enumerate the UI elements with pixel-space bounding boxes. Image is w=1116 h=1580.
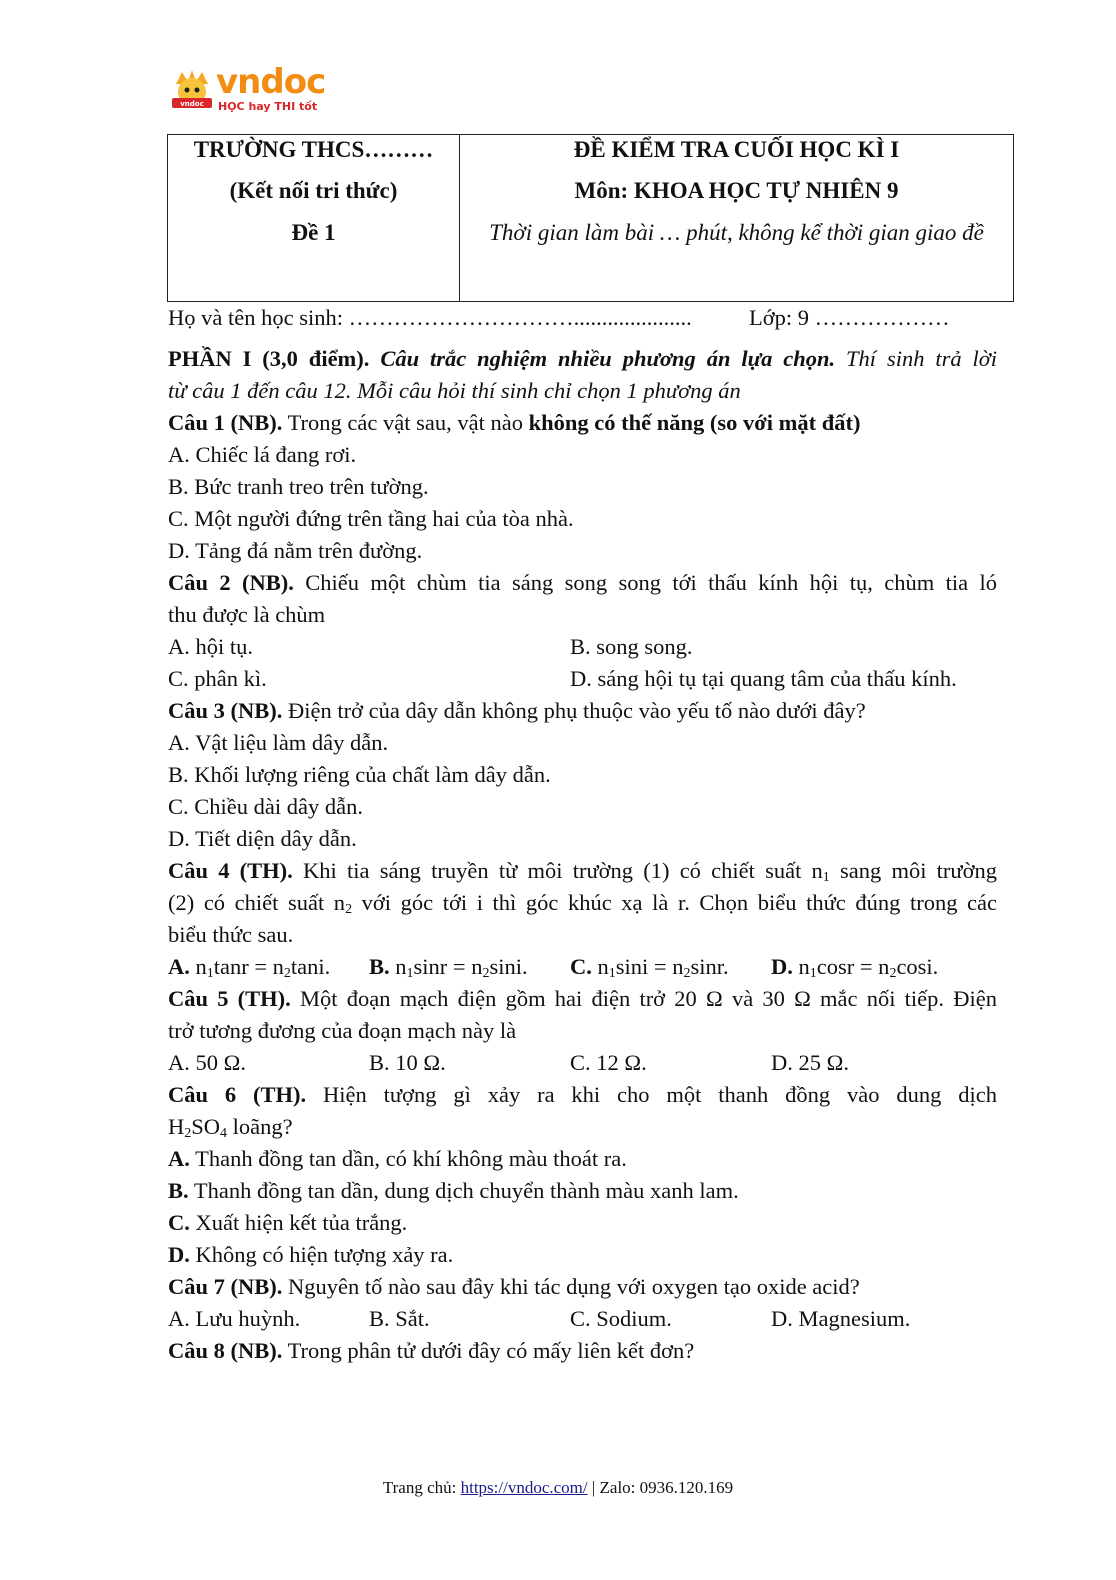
question-8 <box>168 1338 694 1364</box>
q2-text-1: Chiếu một chùm tia sáng song song tới thấu kính hội tụ, chùm tia ló <box>305 570 997 595</box>
q4-line-2 <box>168 890 997 918</box>
logo-slogan: HỌC hay THI tốt <box>218 100 318 113</box>
section1-instr-2: từ câu 1 đến câu 12. Mỗi câu hỏi thí sinh chỉ chọn 1 phương án <box>168 378 741 403</box>
q3-option-b: B. Khối lượng riêng của chất làm dây dẫn. <box>168 762 551 787</box>
q4-option-d: D. $n_1\cos r = n_2\cos i$. <box>771 954 939 981</box>
page-footer <box>0 1478 1116 1498</box>
q7-option-d: D. Magnesium. <box>771 1306 911 1331</box>
q4-option-b: B. $n_1\sin r = n_2\sin i$. <box>369 954 528 981</box>
q2-label: Câu 2 (NB). <box>168 570 294 595</box>
q4-text-5: biểu thức sau. <box>168 922 294 947</box>
q4-text-1: Khi tia sáng truyền từ môi trường (1) có chiết suất $n_1$ <box>303 858 830 885</box>
q1-option-a: A. Chiếc lá đang rơi. <box>168 442 357 467</box>
q6-option-a: A. Thanh đồng tan dần, có khí không màu thoát ra. <box>168 1146 627 1171</box>
q5-option-d: D. 25 Ω. <box>771 1050 849 1075</box>
book-series: (Kết nối tri thức) <box>229 178 398 203</box>
q3-option-a: A. Vật liệu làm dây dẫn. <box>168 730 389 755</box>
question-6 <box>168 1082 997 1108</box>
q2-option-a: A. hội tụ. <box>168 634 254 659</box>
school-name: TRƯỜNG THCS……… <box>193 137 434 162</box>
exam-subject: Môn: KHOA HỌC TỰ NHIÊN 9 <box>574 178 899 203</box>
student-name-field: Họ và tên học sinh: …………………………..................... <box>168 305 692 330</box>
footer-homepage-link[interactable]: https://vndoc.com/ <box>460 1478 588 1497</box>
logo-brand: vndoc <box>216 62 326 102</box>
exam-code: Đề 1 <box>291 220 336 245</box>
section1-header <box>168 346 997 372</box>
q6-text-1: Hiện tượng gì xảy ra khi cho một thanh đồng vào dung dịch <box>323 1082 997 1107</box>
q2-option-c: C. phân kì. <box>168 666 267 691</box>
q6-option-b: B. Thanh đồng tan dần, dung dịch chuyển thành màu xanh lam. <box>168 1178 739 1203</box>
q1-text: Trong các vật sau, vật nào <box>287 410 523 435</box>
header-right-cell <box>460 135 1013 301</box>
q4-text-2: sang môi trường <box>840 858 998 883</box>
q5-option-c: C. 12 Ω. <box>570 1050 647 1075</box>
student-class-field: Lớp: 9 ……………… <box>749 305 950 330</box>
q8-label: Câu 8 (NB). <box>168 1338 283 1363</box>
footer-prefix: Trang chủ: <box>382 1478 461 1497</box>
q2-text-2: thu được là chùm <box>168 602 326 627</box>
question-2 <box>168 570 997 596</box>
q4-option-a: A. $n_1\tan r = n_2\tan i$. <box>168 954 331 981</box>
mascot-badge-text: vndoc <box>180 100 204 108</box>
q2-option-b: B. song song. <box>570 634 693 659</box>
q7-option-c: C. Sodium. <box>570 1306 672 1331</box>
q3-option-d: D. Tiết diện dây dẫn. <box>168 826 357 851</box>
exam-title: ĐỀ KIỂM TRA CUỐI HỌC KÌ I <box>573 137 900 162</box>
question-4 <box>168 858 997 886</box>
q5-label: Câu 5 (TH). <box>168 986 291 1011</box>
q6-label: Câu 6 (TH). <box>168 1082 307 1107</box>
q7-text: Nguyên tố nào sau đây khi tác dụng với oxygen tạo oxide acid? <box>288 1274 860 1299</box>
q4-option-c: C. $n_1\sin i = n_2\sin r$. <box>570 954 729 981</box>
q5-option-b: B. 10 Ω. <box>369 1050 446 1075</box>
question-3 <box>168 698 866 724</box>
q6-option-d: D. Không có hiện tượng xảy ra. <box>168 1242 454 1267</box>
q7-option-a: A. Lưu huỳnh. <box>168 1306 301 1331</box>
q5-option-a: A. 50 Ω. <box>168 1050 246 1075</box>
vndoc-logo <box>168 62 328 116</box>
mascot-icon <box>168 66 216 114</box>
exam-header-table <box>167 134 1014 302</box>
q8-text: Trong phân tử dưới đây có mấy liên kết đơn? <box>287 1338 695 1363</box>
q4-label: Câu 4 (TH). <box>168 858 293 883</box>
q1-option-b: B. Bức tranh treo trên tường. <box>168 474 429 499</box>
section1-instr-1: Thí sinh trả lời <box>846 346 998 371</box>
q6-text-2: $H_2SO_4$ loãng? <box>168 1114 293 1141</box>
section1-title-italic: Câu trắc nghiệm nhiều phương án lựa chọn. <box>380 346 836 371</box>
q4-text-3: (2) có chiết suất $n_2$ <box>168 890 353 917</box>
section1-title: PHẦN I (3,0 điểm). <box>168 346 370 371</box>
q5-text-2: trở tương đương của đoạn mạch này là <box>168 1018 517 1043</box>
q3-text: Điện trở của dây dẫn không phụ thuộc vào yếu tố nào dưới đây? <box>288 698 866 723</box>
q7-label: Câu 7 (NB). <box>168 1274 283 1299</box>
q7-option-b: B. Sắt. <box>369 1306 430 1331</box>
q1-option-d: D. Tảng đá nằm trên đường. <box>168 538 423 563</box>
question-1 <box>168 410 860 436</box>
q2-option-d: D. sáng hội tụ tại quang tâm của thấu kính. <box>570 666 957 691</box>
q1-label: Câu 1 (NB). <box>168 410 283 435</box>
footer-suffix: | Zalo: 0936.120.169 <box>587 1478 734 1497</box>
q3-label: Câu 3 (NB). <box>168 698 283 723</box>
q5-text-1: Một đoạn mạch điện gồm hai điện trở 20 Ω và 30 Ω mắc nối tiếp. Điện <box>300 986 997 1011</box>
q4-text-4: với góc tới i thì góc khúc xạ là r. Chọn biểu thức đúng trong các <box>361 890 997 915</box>
q3-option-c: C. Chiều dài dây dẫn. <box>168 794 363 819</box>
exam-time-note: Thời gian làm bài … phút, không kể thời gian giao đề <box>489 220 984 245</box>
q6-option-c: C. Xuất hiện kết tủa trắng. <box>168 1210 408 1235</box>
header-left-cell <box>168 135 460 301</box>
question-7 <box>168 1274 860 1300</box>
q1-option-c: C. Một người đứng trên tầng hai của tòa nhà. <box>168 506 574 531</box>
question-5 <box>168 986 997 1012</box>
q1-bold-text: không có thế năng (so với mặt đất) <box>528 410 861 435</box>
